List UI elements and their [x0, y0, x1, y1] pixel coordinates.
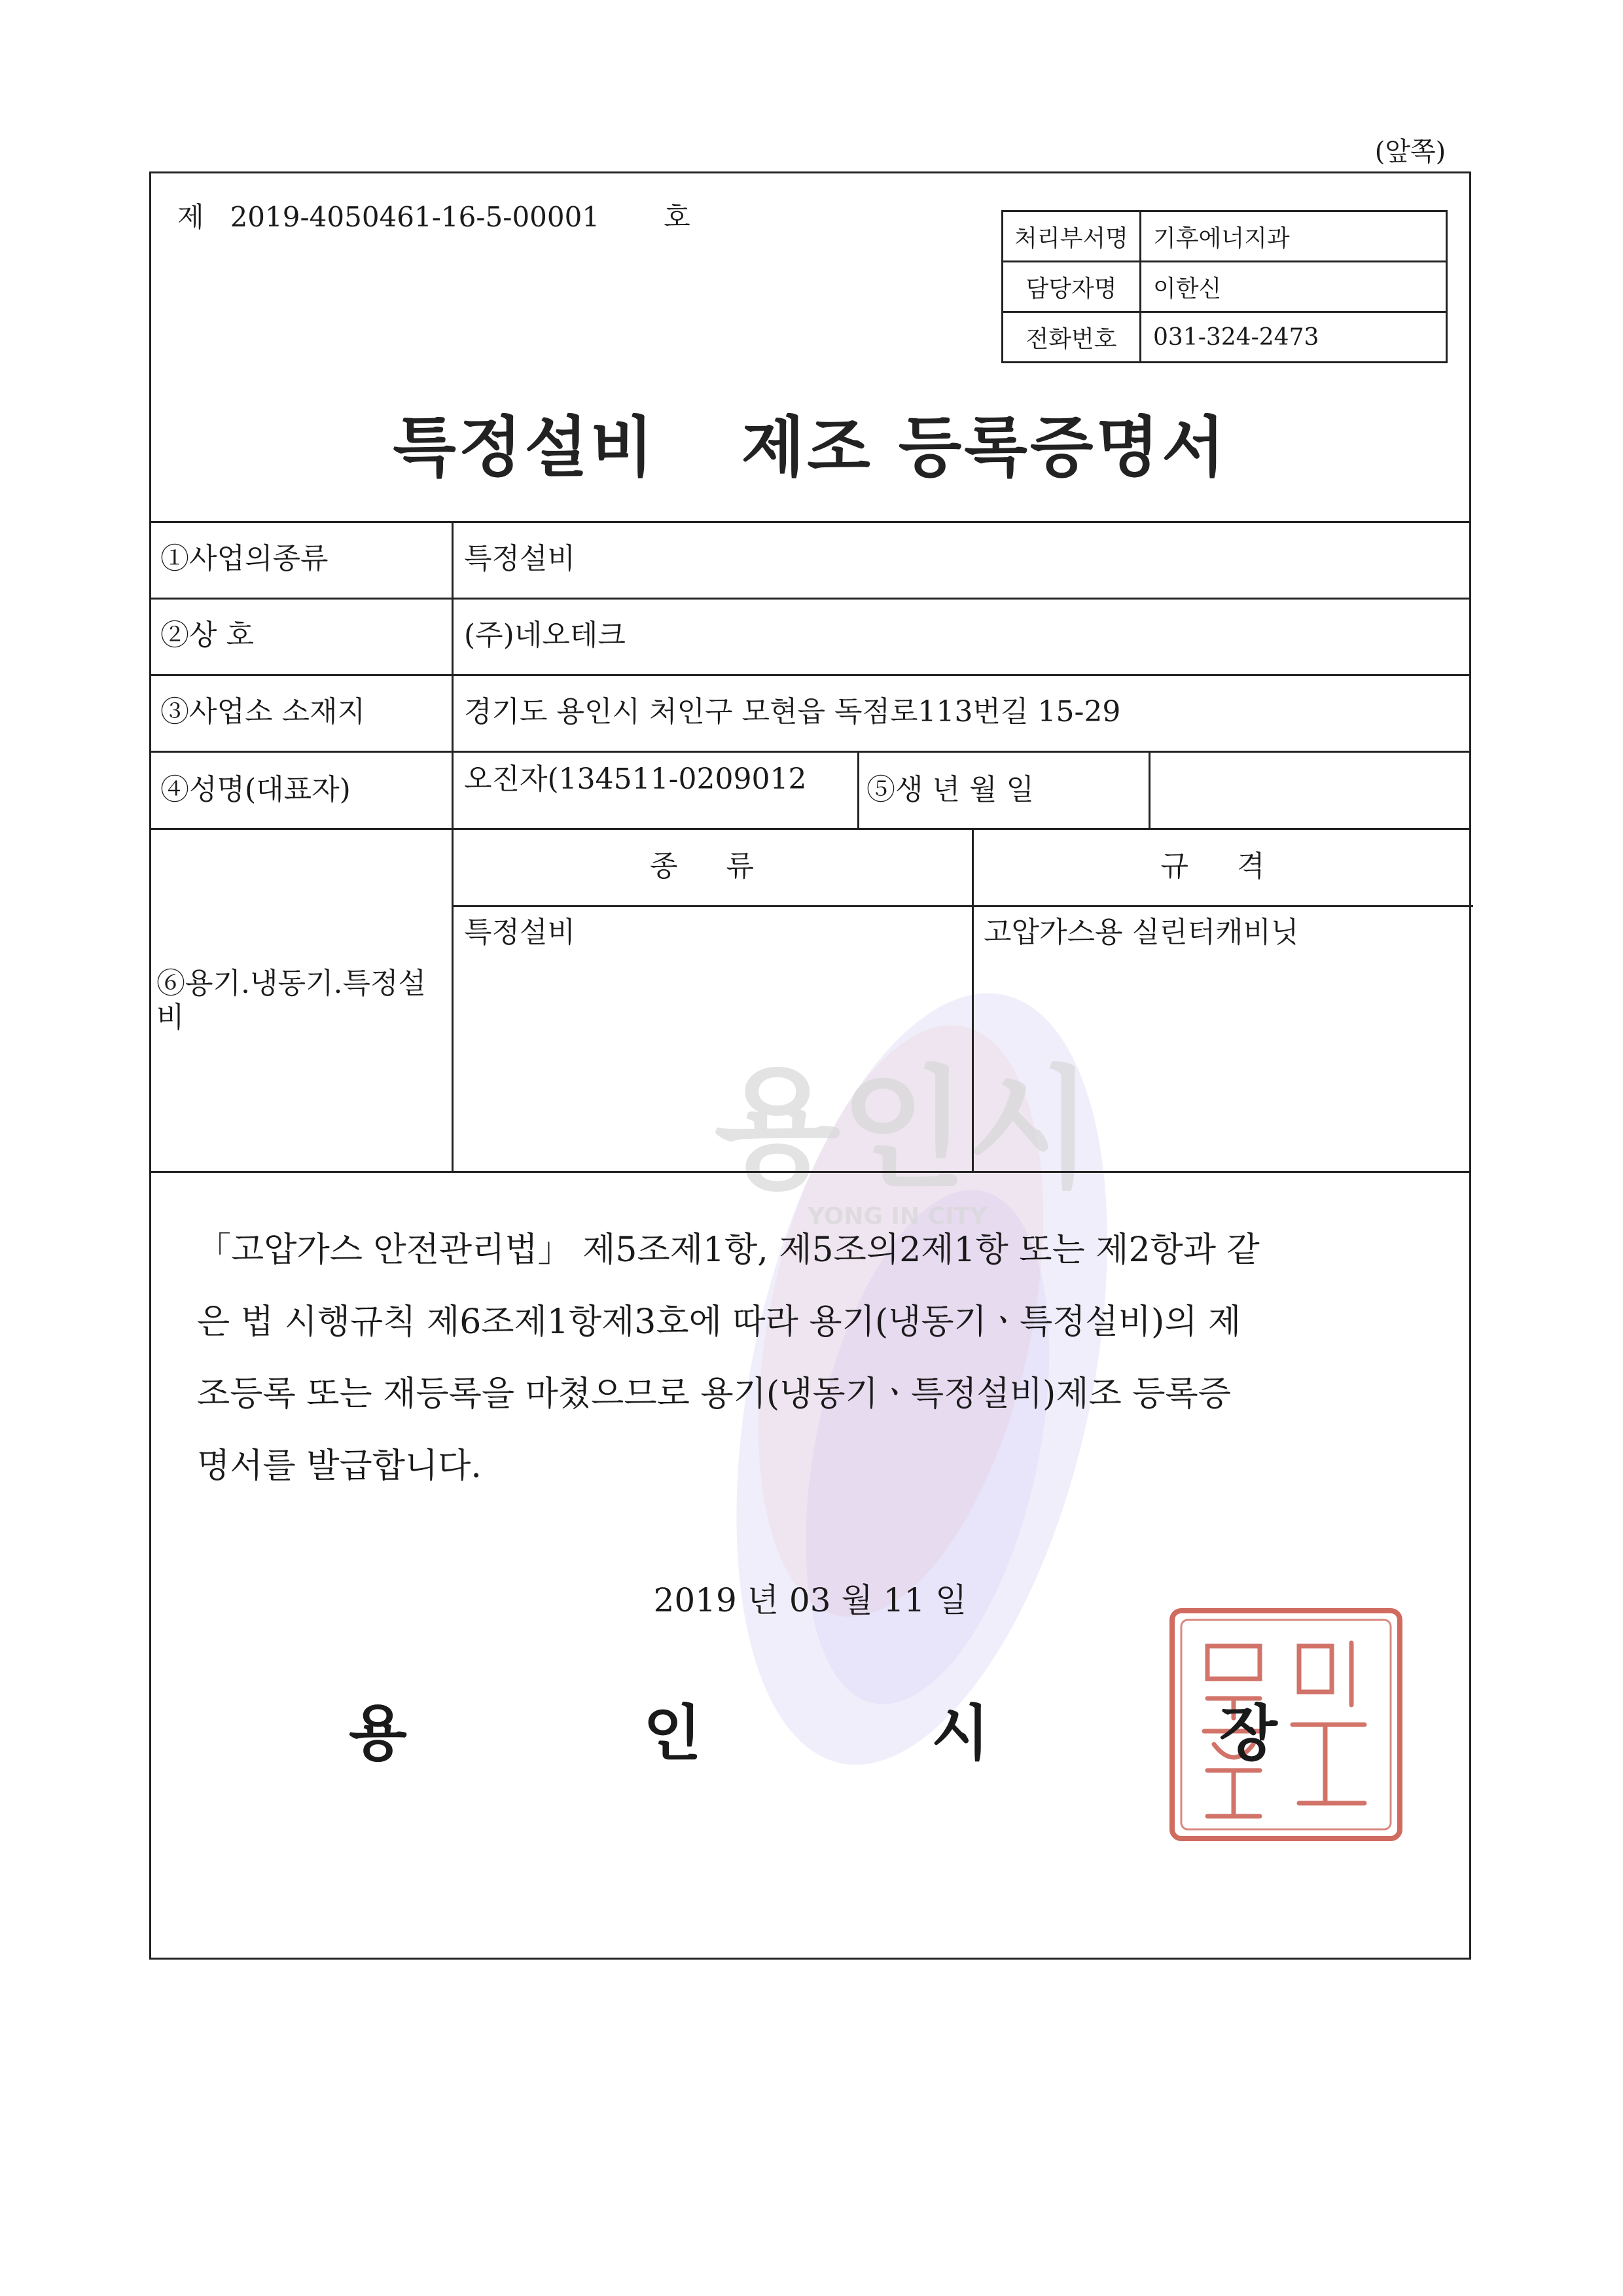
divider [151, 598, 1469, 600]
statement-line: 명서를 발급합니다. [197, 1446, 482, 1486]
certificate-number [177, 196, 690, 235]
equipment-type-header: 종 류 [650, 850, 774, 883]
divider [151, 674, 1469, 676]
trade-name-label: ②상 호 [160, 619, 254, 652]
date-day: 11 [883, 1581, 925, 1619]
issuer-char: 인 [643, 1698, 702, 1768]
business-type-label: ①사업의종류 [160, 542, 329, 575]
contact-value: 기후에너지과 [1141, 211, 1447, 262]
contact-row [1003, 262, 1447, 312]
title-part2: 제조 등록증명서 [741, 409, 1228, 486]
number-prefix: 제 [177, 201, 204, 233]
equipment-spec-header: 규 격 [1160, 850, 1285, 883]
number-value: 2019-4050461-16-5-00001 [230, 201, 600, 233]
page-side-label: (앞쪽) [1374, 137, 1446, 167]
contact-value: 이한신 [1141, 262, 1447, 312]
contact-table [1001, 210, 1448, 363]
divider [857, 751, 859, 828]
statement-line: 은 법 시행규칙 제6조제1항제3호에 따라 용기(냉동기ㆍ특정설비)의 제 [197, 1302, 1241, 1342]
date-month-unit: 월 [841, 1581, 873, 1619]
divider [151, 751, 1469, 753]
official-seal [1168, 1607, 1404, 1842]
statement-line: 「고압가스 안전관리법」 제5조제1항, 제5조의2제1항 또는 제2항과 같 [197, 1230, 1260, 1270]
issuer-char: 용 [349, 1698, 407, 1768]
contact-label: 담당자명 [1003, 262, 1141, 312]
title-part1: 특정설비 [393, 409, 656, 486]
divider [151, 521, 1469, 523]
issuer-char: 시 [931, 1698, 990, 1768]
equipment-spec-value: 고압가스용 실린터캐비닛 [984, 916, 1299, 949]
contact-row [1003, 312, 1447, 363]
contact-row [1003, 211, 1447, 262]
divider [452, 905, 1473, 907]
issuer-char: 장 [1219, 1698, 1277, 1768]
date-year-unit: 년 [747, 1581, 779, 1619]
birth-date-label: ⑤생 년 월 일 [866, 773, 1034, 806]
date-day-unit: 일 [935, 1581, 967, 1619]
watermark-sub: YONG IN CITY [807, 1203, 988, 1230]
divider [452, 521, 454, 1171]
trade-name-value: (주)네오테크 [464, 619, 626, 652]
contact-value: 031-324-2473 [1141, 312, 1447, 363]
representative-value: 오진자(134511-0209012 [464, 762, 807, 796]
equipment-label: ⑥용기.냉동기.특정설비 [156, 967, 427, 1034]
number-suffix: 호 [664, 201, 690, 233]
date-month: 03 [789, 1581, 831, 1619]
date-year: 2019 [653, 1581, 737, 1619]
statement-line: 조등록 또는 재등록을 마쳤으므로 용기(냉동기ㆍ특정설비)제조 등록증 [197, 1374, 1231, 1414]
certification-statement [197, 1214, 1427, 1502]
watermark-name: 용인시 [714, 1054, 1094, 1206]
representative-label: ④성명(대표자) [160, 773, 351, 806]
certificate-frame [149, 171, 1471, 1960]
address-value: 경기도 용인시 처인구 모현읍 독점로113번길 15-29 [464, 695, 1121, 728]
contact-label: 처리부서명 [1003, 211, 1141, 262]
divider [151, 828, 1469, 830]
contact-label: 전화번호 [1003, 312, 1141, 363]
divider [1149, 751, 1150, 828]
document-title [151, 395, 1469, 489]
business-type-value: 특정설비 [464, 542, 576, 575]
divider [151, 1171, 1469, 1173]
equipment-type-value: 특정설비 [464, 916, 576, 949]
address-label: ③사업소 소재지 [160, 695, 366, 728]
